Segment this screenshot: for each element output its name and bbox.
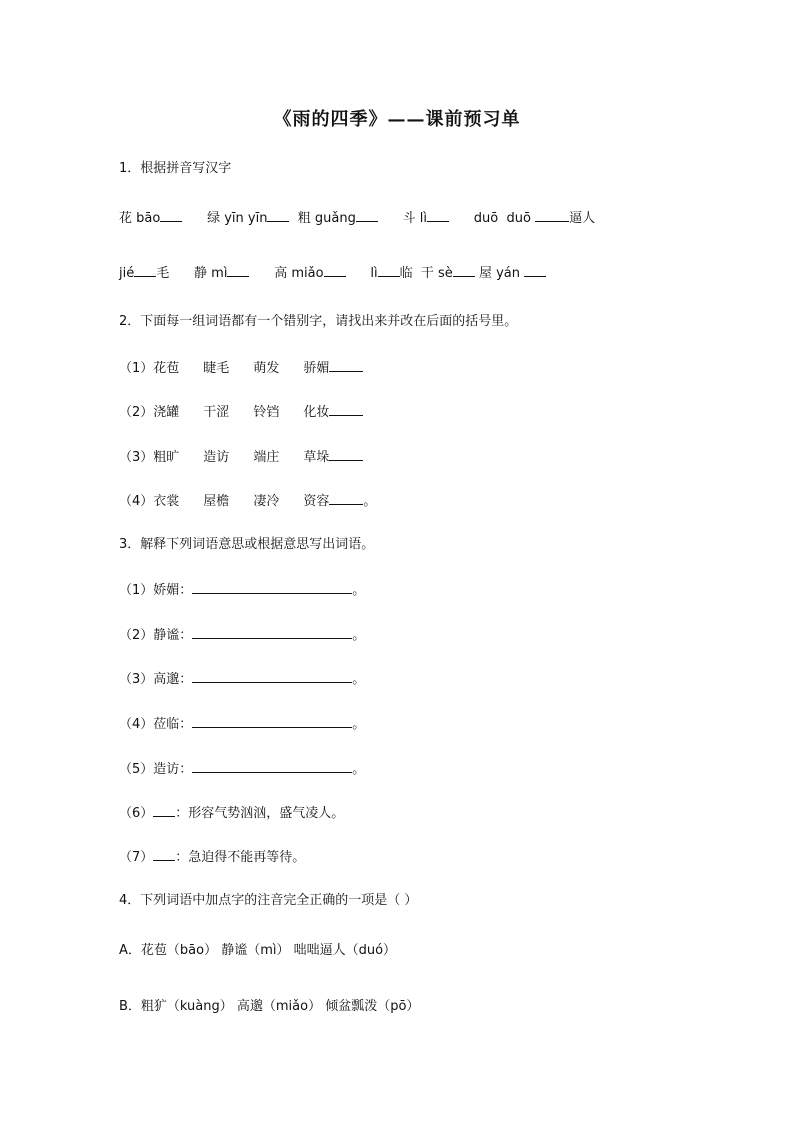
q3-item-label: （2）静谧： — [119, 628, 193, 643]
answer-blank[interactable] — [524, 263, 546, 277]
q1-r1-item1: 花 bāo — [119, 211, 161, 226]
q2-word: 花苞 — [153, 361, 180, 376]
q3-item-text: ：形容气势汹汹，盛气凌人。 — [175, 806, 345, 821]
q1-r1-item4: 斗 lì — [402, 211, 427, 226]
answer-blank[interactable] — [227, 263, 249, 277]
q2-row1 — [119, 358, 363, 378]
q2-word: 浇罐 — [153, 405, 180, 420]
q1-r2-item2: 毛 — [156, 266, 170, 281]
q3-heading: 3．解释下列词语意思或根据意思写出词语。 — [119, 537, 375, 552]
answer-blank[interactable] — [329, 491, 363, 505]
q2-word: 资容 — [303, 494, 330, 509]
q2-row2 — [119, 402, 363, 422]
q1-r2-item1: jié — [119, 266, 135, 281]
q2-word: 骄媚 — [303, 361, 330, 376]
q2-word: 铃铛 — [253, 405, 280, 420]
answer-blank[interactable] — [192, 580, 352, 594]
q2-word: 造访 — [203, 450, 230, 465]
q3-item-label: （1）娇媚： — [119, 583, 193, 598]
q2-row-number: （1） — [119, 361, 154, 376]
q1-r1-item6: 逼人 — [569, 211, 596, 226]
q3-item3 — [119, 669, 365, 689]
answer-blank[interactable] — [153, 847, 175, 861]
q3-item-label: （5）造访： — [119, 762, 193, 777]
q1-r2-item6: 临 — [399, 266, 413, 281]
q2-row3 — [119, 447, 363, 467]
q3-item1 — [119, 580, 365, 600]
q1-r2-item3: 静 mì — [194, 266, 228, 281]
q1-r2-item7: 干 sè — [420, 266, 453, 281]
q2-row-end: 。 — [363, 494, 377, 509]
answer-blank[interactable] — [192, 759, 352, 773]
q1-r1-item3: 粗 guǎng — [297, 211, 356, 226]
q2-row-number: （4） — [119, 494, 154, 509]
q3-item7 — [119, 847, 305, 867]
page-title: 《雨的四季》——课前预习单 — [273, 109, 521, 130]
answer-blank[interactable] — [535, 208, 569, 222]
q1-heading: 1．根据拼音写汉字 — [119, 161, 232, 176]
q3-item-label: （3）高邈： — [119, 672, 193, 687]
q3-item6 — [119, 803, 344, 823]
q2-word: 睫毛 — [203, 361, 230, 376]
answer-blank[interactable] — [329, 358, 363, 372]
q3-item4 — [119, 714, 365, 734]
q3-item5 — [119, 759, 365, 779]
answer-blank[interactable] — [453, 263, 475, 277]
q2-word: 凄冷 — [253, 494, 280, 509]
answer-blank[interactable] — [356, 208, 378, 222]
answer-blank[interactable] — [378, 263, 400, 277]
q2-row4 — [119, 491, 376, 511]
q2-word: 萌发 — [253, 361, 280, 376]
q1-r2-item4: 高 miǎo — [274, 266, 324, 281]
q3-item-end: 。 — [352, 762, 366, 777]
q1-r1-item5: duō duō — [473, 211, 531, 226]
answer-blank[interactable] — [153, 803, 175, 817]
q3-item-end: 。 — [352, 583, 366, 598]
q3-item-number: （7） — [119, 850, 154, 865]
q4-heading: 4．下列词语中加点字的注音完全正确的一项是（ ） — [119, 893, 418, 908]
answer-blank[interactable] — [267, 208, 289, 222]
q2-word: 草垛 — [303, 450, 330, 465]
q3-item-end: 。 — [352, 717, 366, 732]
answer-blank[interactable] — [192, 714, 352, 728]
q3-item-end: 。 — [352, 628, 366, 643]
q2-word: 化妆 — [303, 405, 330, 420]
q3-item-end: 。 — [352, 672, 366, 687]
q1-row2 — [119, 263, 546, 283]
answer-blank[interactable] — [427, 208, 449, 222]
answer-blank[interactable] — [192, 669, 352, 683]
answer-blank[interactable] — [160, 208, 182, 222]
q2-word: 衣裳 — [153, 494, 180, 509]
answer-blank[interactable] — [192, 625, 352, 639]
q1-row1 — [119, 208, 595, 228]
q1-r2-item5: lì — [370, 266, 378, 281]
q2-row-number: （3） — [119, 450, 154, 465]
q4-option-a[interactable]: A．花苞（bāo） 静谧（mì） 咄咄逼人（duó） — [119, 943, 397, 958]
q2-word: 干涩 — [203, 405, 230, 420]
q2-heading: 2．下面每一组词语都有一个错别字，请找出来并改在后面的括号里。 — [119, 314, 518, 329]
q2-word: 粗旷 — [153, 450, 180, 465]
q1-r2-item8: 屋 yán — [478, 266, 520, 281]
answer-blank[interactable] — [329, 402, 363, 416]
q1-r1-item2: 绿 yīn yīn — [207, 211, 268, 226]
answer-blank[interactable] — [324, 263, 346, 277]
q3-item-number: （6） — [119, 806, 154, 821]
answer-blank[interactable] — [134, 263, 156, 277]
q2-word: 端庄 — [253, 450, 280, 465]
q3-item-label: （4）莅临： — [119, 717, 193, 732]
q3-item2 — [119, 625, 365, 645]
q2-word: 屋檐 — [203, 494, 230, 509]
q3-item-text: ：急迫得不能再等待。 — [175, 850, 306, 865]
answer-blank[interactable] — [329, 447, 363, 461]
q2-row-number: （2） — [119, 405, 154, 420]
q4-option-b[interactable]: B．粗犷（kuàng） 高邈（miǎo） 倾盆瓢泼（pō） — [119, 999, 420, 1014]
